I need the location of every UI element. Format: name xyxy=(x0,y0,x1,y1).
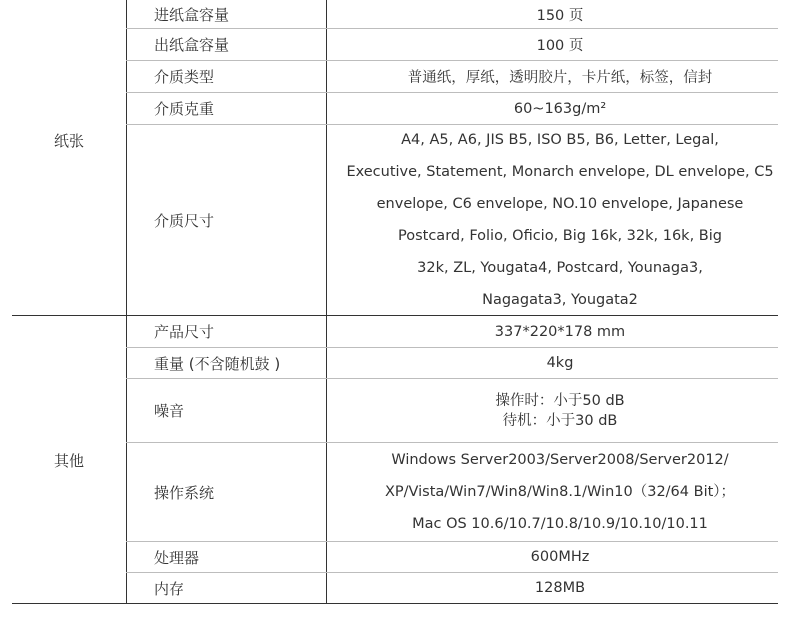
spec-value: 4kg xyxy=(546,355,574,371)
spec-value-line: Windows Server2003/Server2008/Server2012/ xyxy=(391,452,729,468)
category-other: 其他 xyxy=(53,451,84,470)
spec-value: 600MHz xyxy=(530,549,590,565)
spec-value-line: Nagagata3, Yougata2 xyxy=(482,292,638,308)
spec-label: 内存 xyxy=(154,579,185,598)
spec-value-line: A4, A5, A6, JIS B5, ISO B5, B6, Letter, Legal, xyxy=(401,132,719,148)
spec-label: 介质类型 xyxy=(154,68,215,86)
spec-value: 100 页 xyxy=(536,38,584,54)
spec-label: 介质克重 xyxy=(154,100,215,118)
column-divider-category xyxy=(126,0,127,604)
spec-label: 介质尺寸 xyxy=(154,211,215,230)
spec-value: 普通纸，厚纸，透明胶片，卡片纸，标签，信封 xyxy=(407,70,713,86)
spec-value-line: 待机：小于30 dB xyxy=(502,412,618,429)
spec-label: 出纸盒容量 xyxy=(154,36,230,54)
spec-value: 128MB xyxy=(534,580,586,596)
spec-label: 重量 (不含随机鼓 ) xyxy=(154,354,281,373)
spec-value-line: Mac OS 10.6/10.7/10.8/10.9/10.10/10.11 xyxy=(412,516,708,532)
spec-value-multiline xyxy=(342,125,778,315)
spec-label: 产品尺寸 xyxy=(154,323,215,341)
spec-value-multiline xyxy=(342,379,778,442)
category-paper: 纸张 xyxy=(53,131,84,150)
spec-label: 处理器 xyxy=(154,548,200,567)
spec-value-line: Postcard, Folio, Oficio, Big 16k, 32k, 16k, Big xyxy=(398,228,722,244)
spec-value-line: envelope, C6 envelope, NO.10 envelope, Japanese xyxy=(376,196,744,212)
spec-table xyxy=(12,0,778,604)
spec-value-line: XP/Vista/Win7/Win8/Win8.1/Win10（32/64 Bit）； xyxy=(384,484,736,500)
spec-value-line: Executive, Statement, Monarch envelope, DL envelope, C5 xyxy=(346,164,774,180)
spec-value: 60~163g/m² xyxy=(513,100,607,117)
spec-value-line: 操作时：小于50 dB xyxy=(495,392,625,409)
spec-value-multiline xyxy=(342,443,778,541)
spec-value: 150 页 xyxy=(536,7,584,24)
table-bottom-border xyxy=(12,603,778,604)
spec-label: 噪音 xyxy=(154,402,185,420)
spec-value-line: 32k, ZL, Yougata4, Postcard, Younaga3, xyxy=(417,260,703,276)
spec-label: 操作系统 xyxy=(154,483,215,502)
spec-label: 进纸盒容量 xyxy=(154,5,230,24)
spec-value: 337*220*178 mm xyxy=(494,323,626,340)
